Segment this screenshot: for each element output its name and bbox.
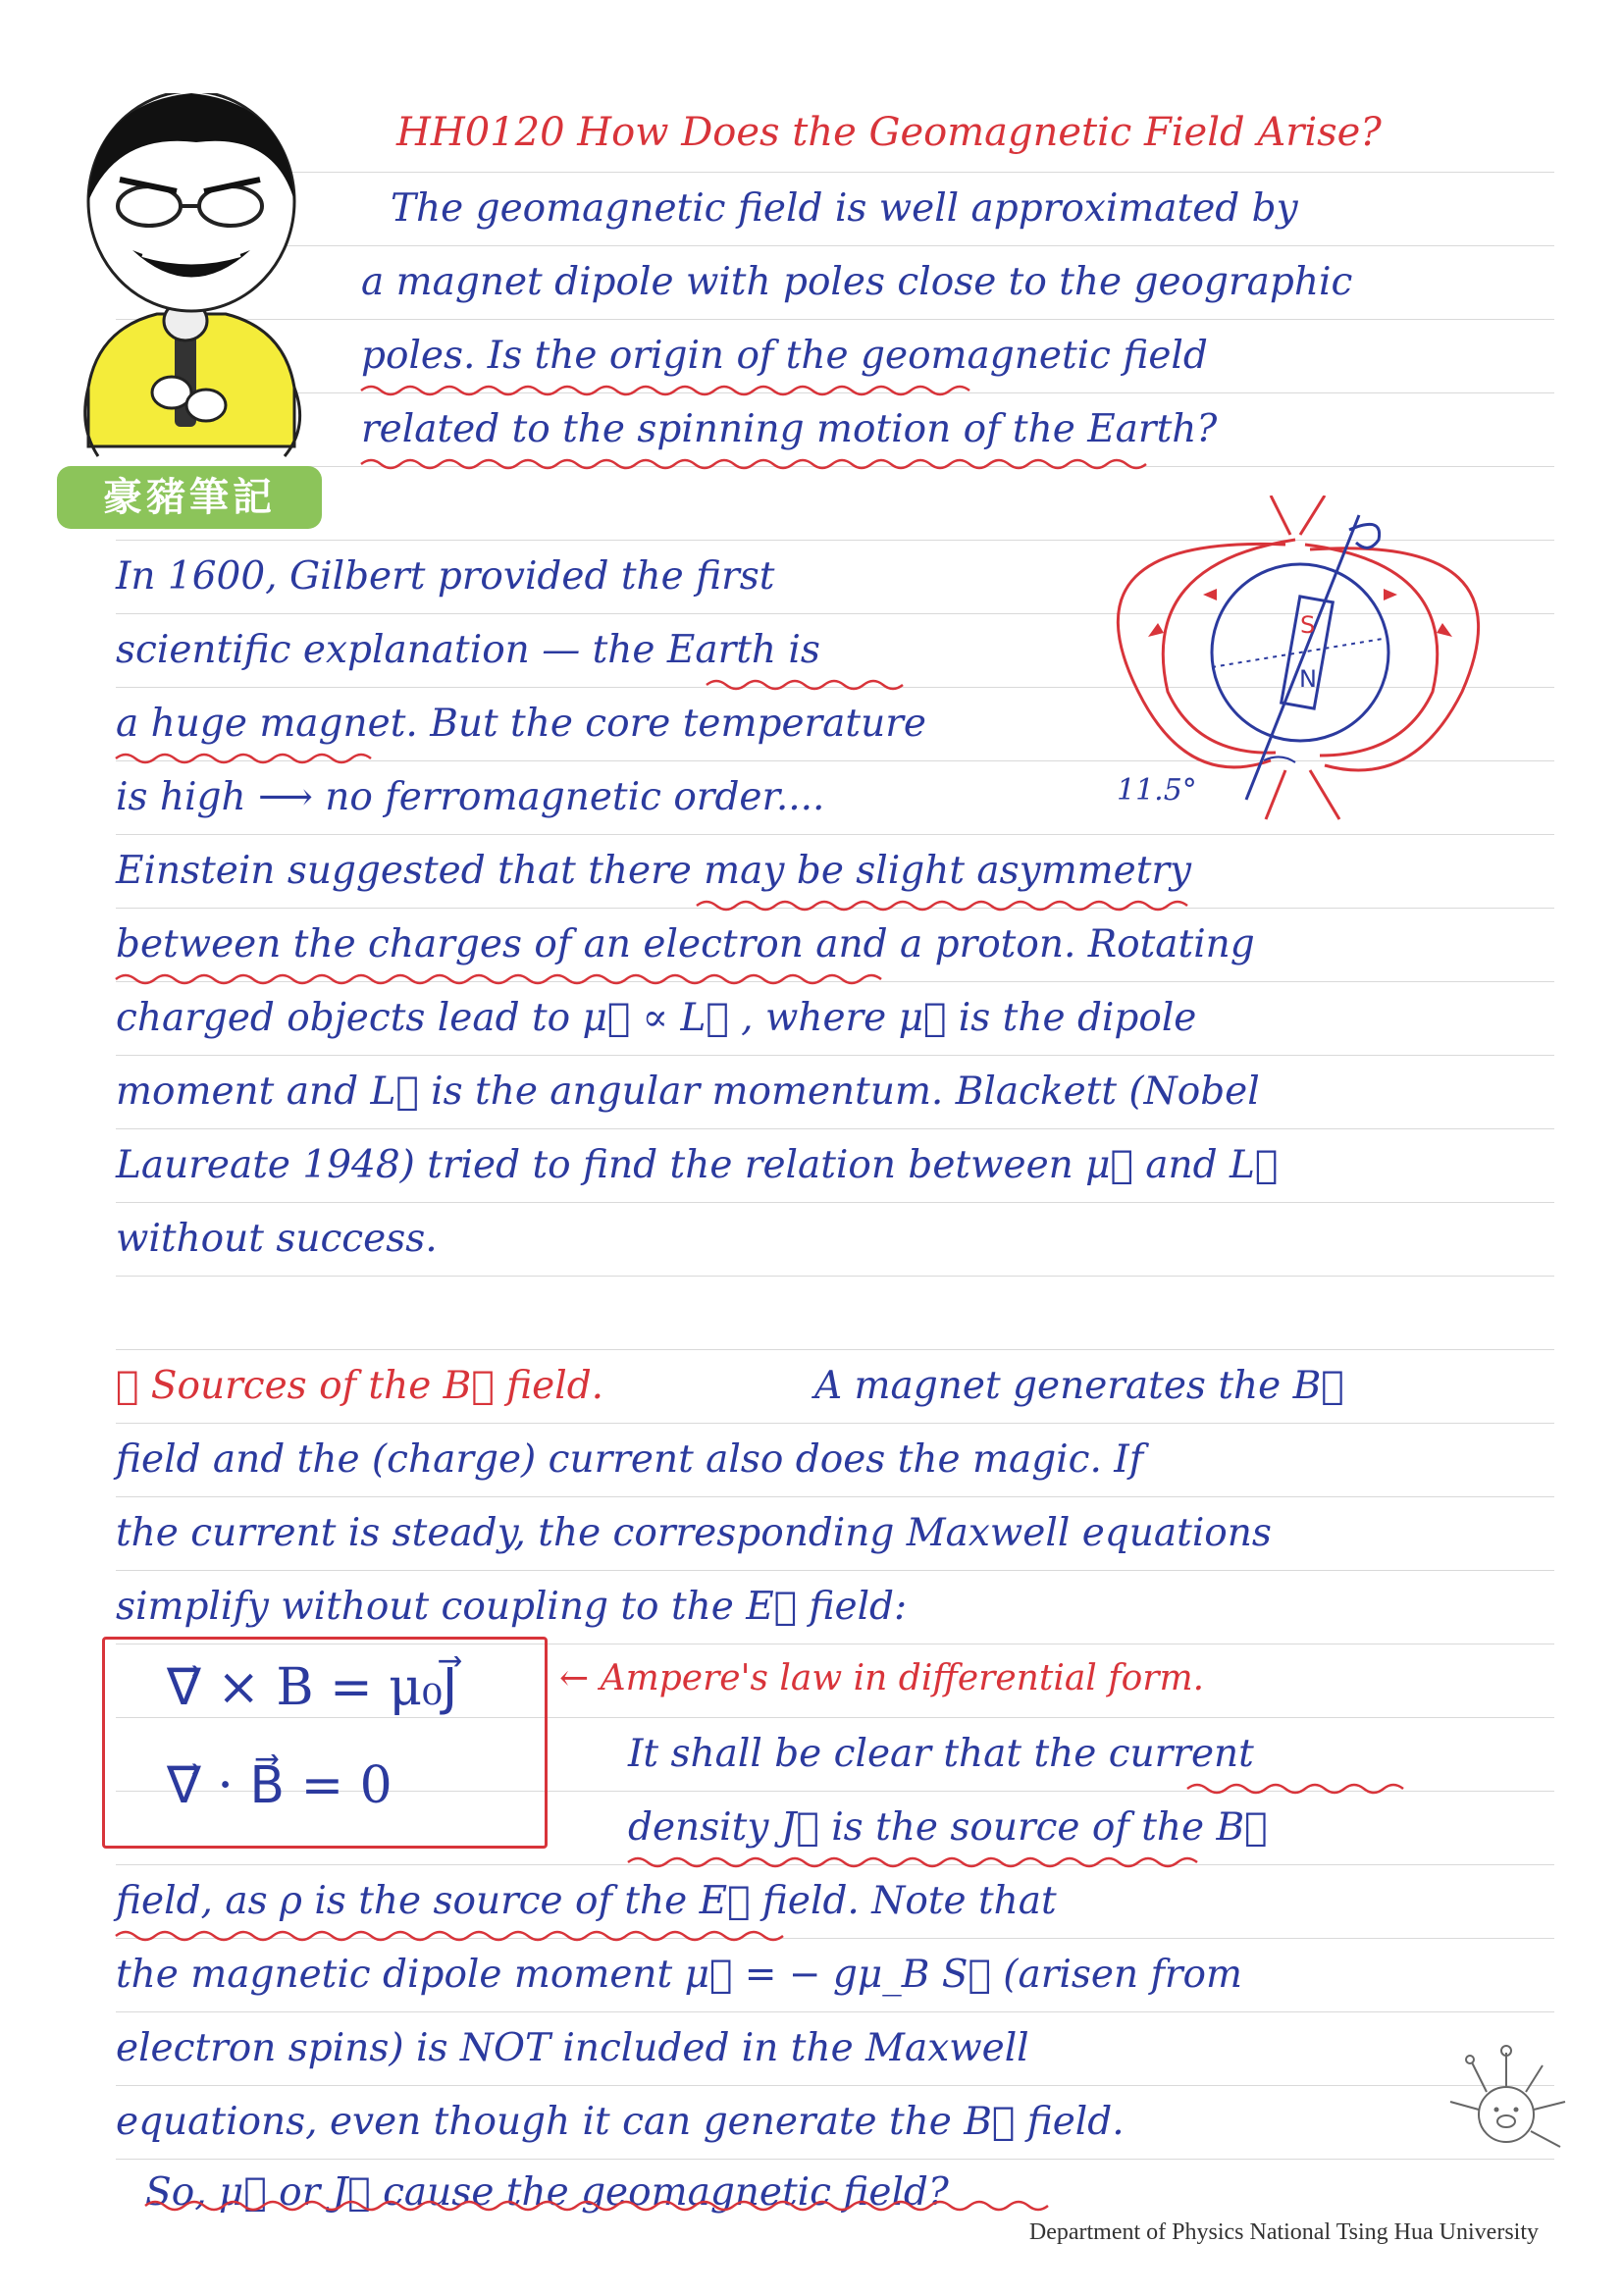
section-1-line-4: simplify without coupling to the E⃗ field:	[116, 1585, 908, 1629]
after-box-line-5: electron spins) is NOT included in the Maxwell	[116, 2026, 1029, 2070]
after-box-line-3: field, as ρ is the source of the E⃗ field. Note that	[116, 1879, 1057, 1923]
gilbert-line-2: scientific explanation — the Earth is	[116, 628, 820, 672]
section-1-line-1: A magnet generates the B⃗	[814, 1364, 1344, 1408]
einstein-line-3: charged objects lead to μ⃗ ∝ L⃗ , where μ⃗ is the dipole	[116, 996, 1197, 1040]
einstein-line-4: moment and L⃗ is the angular momentum. Blackett (Nobel	[116, 1070, 1260, 1114]
gilbert-line-4: is high ⟶ no ferromagnetic order....	[116, 775, 825, 819]
footer-institution: Department of Physics National Tsing Hua University	[1028, 2219, 1539, 2245]
curl-equation: ∇⃗ × B = μ₀J⃗	[167, 1658, 458, 1717]
magnet-north-label: N	[1299, 665, 1317, 693]
after-box-line-6: equations, even though it can generate the B⃗ field.	[116, 2100, 1125, 2144]
einstein-line-6: without success.	[116, 1217, 438, 1261]
einstein-line-5: Laureate 1948) tried to find the relation between μ⃗ and L⃗	[116, 1143, 1279, 1187]
tilt-angle-label: 11.5°	[1117, 773, 1197, 808]
porcupine-doodle-icon	[1442, 2041, 1570, 2168]
page-title: HH0120 How Does the Geomagnetic Field Arise?	[396, 110, 1382, 155]
gilbert-line-3: a huge magnet. But the core temperature	[116, 702, 926, 746]
closing-question: So, μ⃗ or J⃗ cause the geomagnetic field?	[145, 2170, 949, 2215]
brand-badge: 豪豬筆記	[57, 466, 322, 529]
section-1-line-2: field and the (charge) current also does the magic. If	[116, 1437, 1144, 1482]
section-1-heading: ① Sources of the B⃗ field.	[116, 1364, 604, 1408]
after-box-line-1: It shall be clear that the current	[628, 1732, 1254, 1776]
intro-line-3: poles. Is the origin of the geomagnetic field	[361, 334, 1208, 378]
magnet-south-label: S	[1300, 611, 1316, 639]
ampere-law-note: ← Ampere's law in differential form.	[559, 1658, 1205, 1698]
after-box-line-4: the magnetic dipole moment μ⃗ = − gμ_B S⃗ (arisen from	[116, 1953, 1243, 1997]
intro-line-4: related to the spinning motion of the Earth?	[361, 407, 1218, 451]
einstein-line-1: Einstein suggested that there may be slight asymmetry	[116, 849, 1192, 893]
divergence-equation: ∇⃗ · B⃗ = 0	[167, 1756, 393, 1815]
einstein-line-2: between the charges of an electron and a proton. Rotating	[116, 922, 1255, 966]
intro-line-2: a magnet dipole with poles close to the geographic	[361, 260, 1353, 304]
section-1-line-3: the current is steady, the corresponding Maxwell equations	[116, 1511, 1272, 1555]
after-box-line-2: density J⃗ is the source of the B⃗	[628, 1805, 1268, 1850]
intro-line-1: The geomagnetic field is well approximated by	[391, 186, 1298, 231]
gilbert-line-1: In 1600, Gilbert provided the first	[116, 554, 775, 599]
